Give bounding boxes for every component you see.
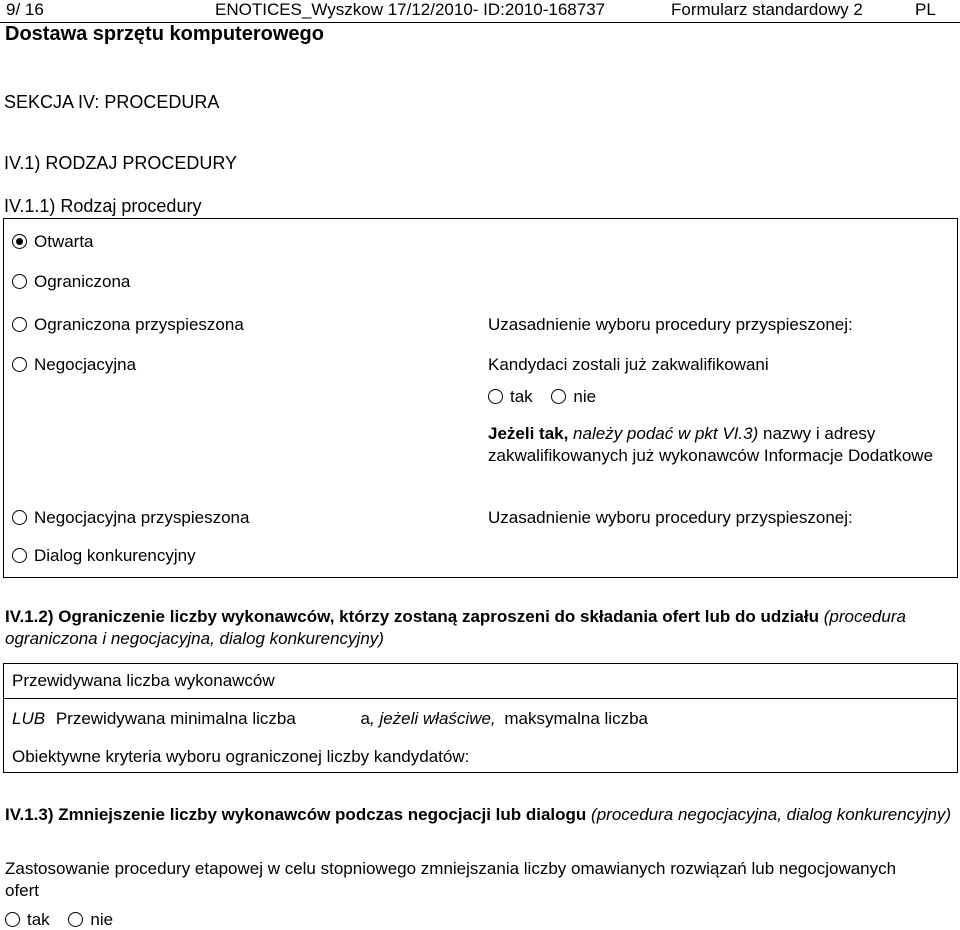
- qualified-label: Kandydaci zostali już zakwalifikowani: [488, 355, 769, 374]
- page-header: [6, 0, 956, 22]
- radio-empty-icon[interactable]: [12, 357, 27, 372]
- radio-empty-icon[interactable]: [5, 912, 20, 927]
- document-title: Dostawa sprzętu komputerowego: [5, 23, 324, 45]
- radio-dialog-konkurencyjny[interactable]: Dialog konkurencyjny: [12, 546, 196, 566]
- radio-tak[interactable]: tak: [488, 387, 533, 406]
- staged-procedure-label: Zastosowanie procedury etapowej w celu stopniowego zmniejszania liczby omawianych rozwiązań lub negocjowanych ofert: [5, 859, 897, 900]
- a-label: a: [360, 709, 370, 728]
- radio-empty-icon[interactable]: [68, 912, 83, 927]
- radio-empty-icon[interactable]: [12, 548, 27, 563]
- radio-empty-icon[interactable]: [12, 317, 27, 332]
- radio-ograniczona[interactable]: Ograniczona: [12, 272, 130, 292]
- subsubsection-title: IV.1.1) Rodzaj procedury: [4, 196, 202, 216]
- subsection-title: IV.1) RODZAJ PROCEDURY: [4, 153, 238, 173]
- radio-checked-icon[interactable]: [12, 234, 27, 249]
- criteria-label: Obiektywne kryteria wyboru ograniczonej liczby kandydatów:: [12, 747, 470, 766]
- form-name: Formularz standardowy 2: [671, 0, 863, 19]
- if-applicable-label: , jeżeli właściwe,: [370, 709, 496, 728]
- expected-count-label: Przewidywana liczba wykonawców: [12, 671, 275, 690]
- page-number: 9/ 16: [6, 0, 44, 19]
- max-label: maksymalna liczba: [504, 709, 648, 728]
- radio-ograniczona-przyspieszona[interactable]: Ograniczona przyspieszona: [12, 315, 244, 335]
- radio-empty-icon[interactable]: [551, 389, 566, 404]
- section-title: SEKCJA IV: PROCEDURA: [4, 92, 220, 112]
- qualified-radio-group: [488, 387, 596, 407]
- radio-empty-icon[interactable]: [488, 389, 503, 404]
- radio-nie[interactable]: nie: [551, 387, 596, 406]
- if-yes-note: Jeżeli tak, należy podać w pkt VI.3) nazwy i adresy zakwalifikowanych już wykonawców Informacje Dodatkowe: [488, 424, 934, 465]
- justification-label-2: Uzasadnienie wyboru procedury przyspieszonej:: [488, 508, 853, 527]
- radio-empty-icon[interactable]: [12, 274, 27, 289]
- radio-negocjacyjna[interactable]: Negocjacyjna: [12, 355, 136, 375]
- notice-id: ENOTICES_Wyszkow 17/12/2010- ID:2010-168737: [215, 0, 606, 19]
- radio-empty-icon[interactable]: [12, 510, 27, 525]
- radio-negocjacyjna-przyspieszona[interactable]: Negocjacyjna przyspieszona: [12, 508, 249, 528]
- radio-otwarta[interactable]: Otwarta: [12, 232, 94, 252]
- iv12-heading: IV.1.2) Ograniczenie liczby wykonawców, którzy zostaną zaproszeni do składania ofert lub do udziału (procedura ograniczona i negocjacyjna, dialog konkurencyjny): [5, 607, 906, 648]
- min-label: Przewidywana minimalna liczba: [55, 709, 296, 728]
- radio-nie[interactable]: nie: [68, 910, 113, 929]
- language-code: PL: [915, 0, 936, 19]
- justification-label-1: Uzasadnienie wyboru procedury przyspieszonej:: [488, 315, 853, 334]
- staged-radio-group: [5, 910, 113, 930]
- radio-tak[interactable]: tak: [5, 910, 50, 929]
- lub-label: LUB: [12, 709, 46, 728]
- min-max-row: [12, 709, 648, 729]
- iv13-heading: IV.1.3) Zmniejszenie liczby wykonawców podczas negocjacji lub dialogu (procedura negocjacyjna, dialog konkurencyjny): [5, 805, 952, 824]
